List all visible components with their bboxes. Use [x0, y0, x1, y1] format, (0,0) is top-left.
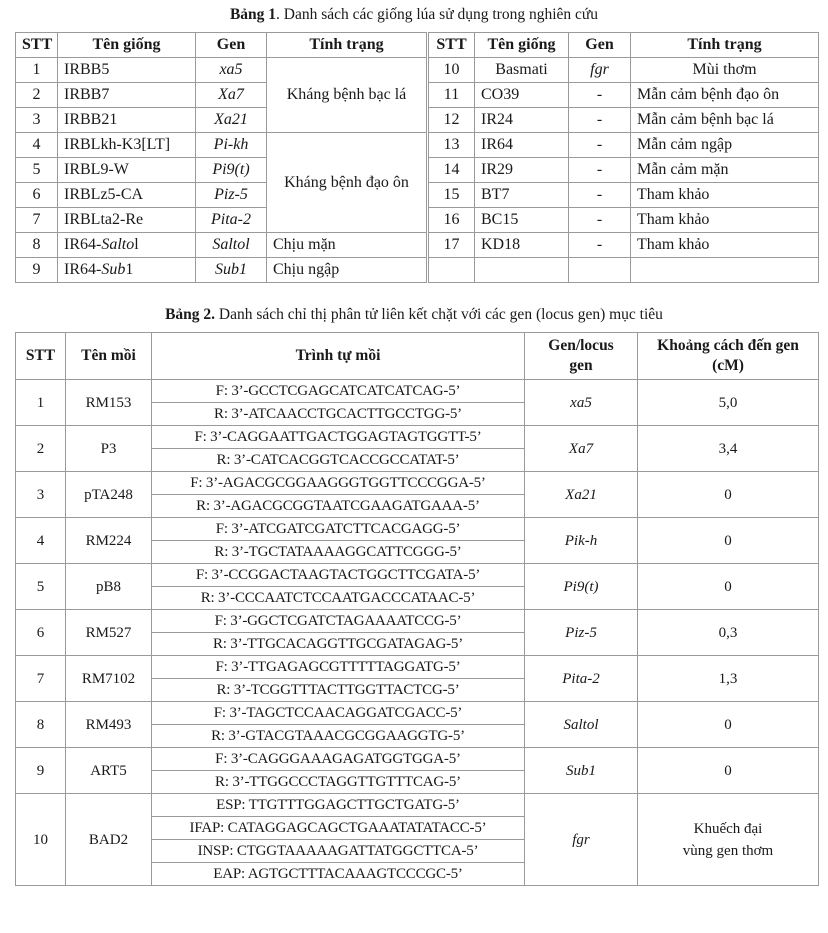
gene-cell: [525, 748, 638, 794]
table-row: [16, 58, 819, 83]
table1-header-name-right: Tên giống: [475, 33, 569, 58]
distance-cell: 0: [638, 472, 819, 518]
distance-cell: 0: [638, 748, 819, 794]
variety-cell: [58, 258, 196, 283]
stt-cell: 8: [16, 702, 66, 748]
primer-sequence-cell: F: 3’-AGACGCGGAAGGGTGGTTCCCGGA-5’: [152, 472, 525, 495]
gene-text: Pik-h: [564, 532, 598, 549]
trait-cell: Tham khảo: [631, 233, 819, 258]
primer-sequence-cell: R: 3’-CCCAATCTCCAATGACCCATAAC-5’: [152, 587, 525, 610]
variety-cell: IR24: [475, 108, 569, 133]
trait-cell: Mẫn cảm bệnh đạo ôn: [631, 83, 819, 108]
gene-cell: -: [569, 183, 631, 208]
gene-cell: Pi9(t): [212, 161, 250, 178]
primer-name-cell: P3: [66, 426, 152, 472]
table1-header-gen-right: Gen: [569, 33, 631, 58]
stt-cell: 16: [428, 208, 475, 233]
primer-sequence-cell: F: 3’-TAGCTCCAACAGGATCGACC-5’: [152, 702, 525, 725]
trait-cell: Tham khảo: [631, 183, 819, 208]
stt-cell: 2: [16, 426, 66, 472]
primer-sequence-cell: R: 3’-TTGCACAGGTTGCGATAGAG-5’: [152, 633, 525, 656]
gene-cell: -: [569, 133, 631, 158]
header-gen-line1: Gen/locus: [548, 337, 614, 354]
stt-cell: 9: [16, 258, 58, 283]
variety-cell: BT7: [475, 183, 569, 208]
stt-cell: 11: [428, 83, 475, 108]
gene-cell: Xa7: [218, 86, 244, 103]
primer-name-cell: RM7102: [66, 656, 152, 702]
table2-header-dist: [638, 333, 819, 380]
gene-text: fgr: [572, 831, 590, 848]
stt-cell: 4: [16, 518, 66, 564]
stt-cell: 14: [428, 158, 475, 183]
primer-sequence-cell: R: 3’-TCGGTTTACTTGGTTACTCG-5’: [152, 679, 525, 702]
primer-sequence-cell: F: 3’-GCCTCGAGCATCATCATCAG-5’: [152, 380, 525, 403]
primer-sequence-cell: R: 3’-AGACGCGGTAATCGAAGATGAAA-5’: [152, 495, 525, 518]
table2-header-name: Tên mồi: [66, 333, 152, 380]
primer-sequence-cell: R: 3’-ATCAACCTGCACTTGCCTGG-5’: [152, 403, 525, 426]
gene-cell: Piz-5: [214, 186, 248, 203]
trait-cell: Mẫn cảm ngập: [631, 133, 819, 158]
variety-cell: IRBB5: [58, 58, 196, 83]
stt-cell: 13: [428, 133, 475, 158]
variety-cell: BC15: [475, 208, 569, 233]
distance-line2: vùng gen thơm: [682, 842, 774, 859]
stt-cell: 1: [16, 380, 66, 426]
gene-cell: Sub1: [215, 261, 247, 278]
variety-cell: IR64: [475, 133, 569, 158]
trait-cell: Kháng bệnh đạo ôn: [267, 133, 428, 233]
stt-cell: 10: [428, 58, 475, 83]
table1-header-stt-right: STT: [428, 33, 475, 58]
variety-cell: IR29: [475, 158, 569, 183]
distance-cell: 0: [638, 564, 819, 610]
stt-cell: 7: [16, 656, 66, 702]
primer-sequence-cell: EAP: AGTGCTTTACAAAGTCCCGC-5’: [152, 863, 525, 886]
gene-text: Pi9(t): [563, 578, 599, 595]
gene-cell: -: [569, 83, 631, 108]
primer-name-cell: RM224: [66, 518, 152, 564]
distance-cell: 5,0: [638, 380, 819, 426]
gene-cell: Xa21: [214, 111, 248, 128]
stt-cell: 9: [16, 748, 66, 794]
stt-cell: 7: [16, 208, 58, 233]
table1-caption-label: Bảng 1: [229, 6, 277, 23]
gene-cell: Pita-2: [211, 211, 251, 228]
gene-text: Xa21: [565, 486, 597, 503]
gene-cell: [525, 564, 638, 610]
empty-cell: [569, 258, 631, 283]
gene-text: Xa7: [568, 440, 594, 457]
primer-name-cell: RM153: [66, 380, 152, 426]
table-row: [16, 564, 819, 587]
gene-cell: [525, 518, 638, 564]
empty-cell: [475, 258, 569, 283]
stt-cell: 3: [16, 108, 58, 133]
gene-cell: Saltol: [212, 236, 250, 253]
distance-cell: [638, 794, 819, 886]
distance-cell: 0: [638, 702, 819, 748]
table1: [15, 32, 819, 283]
gene-text: Sub1: [566, 762, 596, 779]
stt-cell: 4: [16, 133, 58, 158]
table-row: [16, 426, 819, 449]
stt-cell: 3: [16, 472, 66, 518]
variety-cell: KD18: [475, 233, 569, 258]
primer-name-cell: BAD2: [66, 794, 152, 886]
table2-caption-label: Bảng 2.: [165, 306, 216, 323]
variety-cell: IRBB21: [58, 108, 196, 133]
header-dist-line1: Khoảng cách đến gen: [657, 337, 799, 354]
primer-sequence-cell: F: 3’-TTGAGAGCGTTTTTAGGATG-5’: [152, 656, 525, 679]
gene-cell: -: [569, 158, 631, 183]
stt-cell: 6: [16, 610, 66, 656]
gene-cell: Pi-kh: [213, 136, 249, 153]
table1-header-name: Tên giống: [58, 33, 196, 58]
empty-cell: [631, 258, 819, 283]
trait-cell: Chịu ngập: [267, 258, 428, 283]
stt-cell: 17: [428, 233, 475, 258]
distance-line1: Khuếch đại: [693, 820, 763, 837]
gene-text: Saltol: [563, 716, 599, 733]
table-row: [16, 380, 819, 403]
primer-sequence-cell: F: 3’-CAGGGAAAGAGATGGTGGA-5’: [152, 748, 525, 771]
trait-cell: Tham khảo: [631, 208, 819, 233]
table1-header-row: [16, 33, 819, 58]
stt-cell: 15: [428, 183, 475, 208]
gene-text: Piz-5: [565, 624, 597, 641]
gene-cell: [525, 610, 638, 656]
variety-cell: IRBLkh-K3[LT]: [58, 133, 196, 158]
table-row: [16, 258, 819, 283]
trait-cell: Mẫn cảm mặn: [631, 158, 819, 183]
table2-caption-text: Danh sách chỉ thị phân tử liên kết chặt với các gen (locus gen) mục tiêu: [215, 306, 663, 323]
table2-header-stt: STT: [16, 333, 66, 380]
variety-italic: Sub: [101, 261, 126, 278]
stt-cell: 1: [16, 58, 58, 83]
gene-cell: -: [569, 233, 631, 258]
primer-sequence-cell: F: 3’-CCGGACTAAGTACTGGCTTCGATA-5’: [152, 564, 525, 587]
gene-cell: [525, 656, 638, 702]
stt-cell: 5: [16, 564, 66, 610]
primer-sequence-cell: R: 3’-TTGGCCCTAGGTTGTTTCAG-5’: [152, 771, 525, 794]
variety-prefix: IR64-: [64, 236, 102, 253]
table-row: [16, 748, 819, 771]
header-dist-line2: (cM): [712, 357, 744, 374]
primer-sequence-cell: F: 3’-ATCGATCGATCTTCACGAGG-5’: [152, 518, 525, 541]
primer-sequence-cell: INSP: CTGGTAAAAAGATTATGGCTTCA-5’: [152, 840, 525, 863]
primer-sequence-cell: F: 3’-GGCTCGATCTAGAAAATCCG-5’: [152, 610, 525, 633]
table-row: [16, 472, 819, 495]
variety-cell: IRBLta2-Re: [58, 208, 196, 233]
primer-name-cell: RM527: [66, 610, 152, 656]
stt-cell: 6: [16, 183, 58, 208]
primer-sequence-cell: ESP: TTGTTTGGAGCTTGCTGATG-5’: [152, 794, 525, 817]
distance-cell: 0: [638, 518, 819, 564]
table2-header-gen: [525, 333, 638, 380]
gene-cell: [525, 794, 638, 886]
primer-sequence-cell: R: 3’-TGCTATAAAAGGCATTCGGG-5’: [152, 541, 525, 564]
trait-cell: Chịu mặn: [267, 233, 428, 258]
table-row: [16, 794, 819, 817]
variety-suffix: 1: [125, 261, 134, 278]
gene-cell: [525, 472, 638, 518]
variety-prefix: IR64-: [64, 261, 102, 278]
distance-cell: 0,3: [638, 610, 819, 656]
primer-sequence-cell: F: 3’-CAGGAATTGACTGGAGTAGTGGTT-5’: [152, 426, 525, 449]
trait-cell: Mẫn cảm bệnh bạc lá: [631, 108, 819, 133]
variety-cell: IRBL9-W: [58, 158, 196, 183]
gene-cell: [525, 426, 638, 472]
table1-caption-text: . Danh sách các giống lúa sử dụng trong nghiên cứu: [276, 6, 599, 23]
table1-header-gen: Gen: [196, 33, 267, 58]
variety-cell: Basmati: [475, 58, 569, 83]
variety-italic: Salto: [101, 236, 135, 253]
primer-sequence-cell: R: 3’-CATCACGGTCACCGCCATAT-5’: [152, 449, 525, 472]
table2-header-row: [16, 333, 819, 380]
trait-cell: Kháng bệnh bạc lá: [267, 58, 428, 133]
table1-header-trait-right: Tính trạng: [631, 33, 819, 58]
stt-cell: 2: [16, 83, 58, 108]
gene-cell: [525, 702, 638, 748]
variety-cell: IRBB7: [58, 83, 196, 108]
header-gen-line2: gen: [569, 357, 593, 374]
primer-name-cell: pB8: [66, 564, 152, 610]
primer-name-cell: pTA248: [66, 472, 152, 518]
variety-cell: [58, 233, 196, 258]
stt-cell: 5: [16, 158, 58, 183]
table-row: [16, 656, 819, 679]
primer-sequence-cell: IFAP: CATAGGAGCAGCTGAAATATATACC-5’: [152, 817, 525, 840]
primer-name-cell: ART5: [66, 748, 152, 794]
table-row: [16, 702, 819, 725]
stt-cell: 8: [16, 233, 58, 258]
variety-suffix: l: [134, 236, 139, 253]
table2: [15, 332, 819, 886]
table-row: [16, 133, 819, 158]
gene-text: Pita-2: [562, 670, 600, 687]
primer-sequence-cell: R: 3’-GTACGTAAACGCGGAAGGTG-5’: [152, 725, 525, 748]
table1-header-trait: Tính trạng: [267, 33, 428, 58]
table-row: [16, 610, 819, 633]
variety-cell: CO39: [475, 83, 569, 108]
stt-cell: 10: [16, 794, 66, 886]
trait-cell: Mùi thơm: [631, 58, 819, 83]
table1-header-stt: STT: [16, 33, 58, 58]
gene-cell: xa5: [219, 61, 243, 78]
gene-cell: -: [569, 108, 631, 133]
gene-cell: [525, 380, 638, 426]
empty-cell: [428, 258, 475, 283]
variety-cell: IRBLz5-CA: [58, 183, 196, 208]
stt-cell: 12: [428, 108, 475, 133]
gene-cell: fgr: [590, 61, 609, 78]
gene-text: xa5: [570, 394, 592, 411]
table2-header-seq: Trình tự mồi: [152, 333, 525, 380]
table-row: [16, 518, 819, 541]
distance-cell: 1,3: [638, 656, 819, 702]
table1-caption: [0, 5, 828, 25]
table-row: [16, 233, 819, 258]
primer-name-cell: RM493: [66, 702, 152, 748]
table2-caption: [0, 305, 828, 325]
distance-cell: 3,4: [638, 426, 819, 472]
gene-cell: -: [569, 208, 631, 233]
